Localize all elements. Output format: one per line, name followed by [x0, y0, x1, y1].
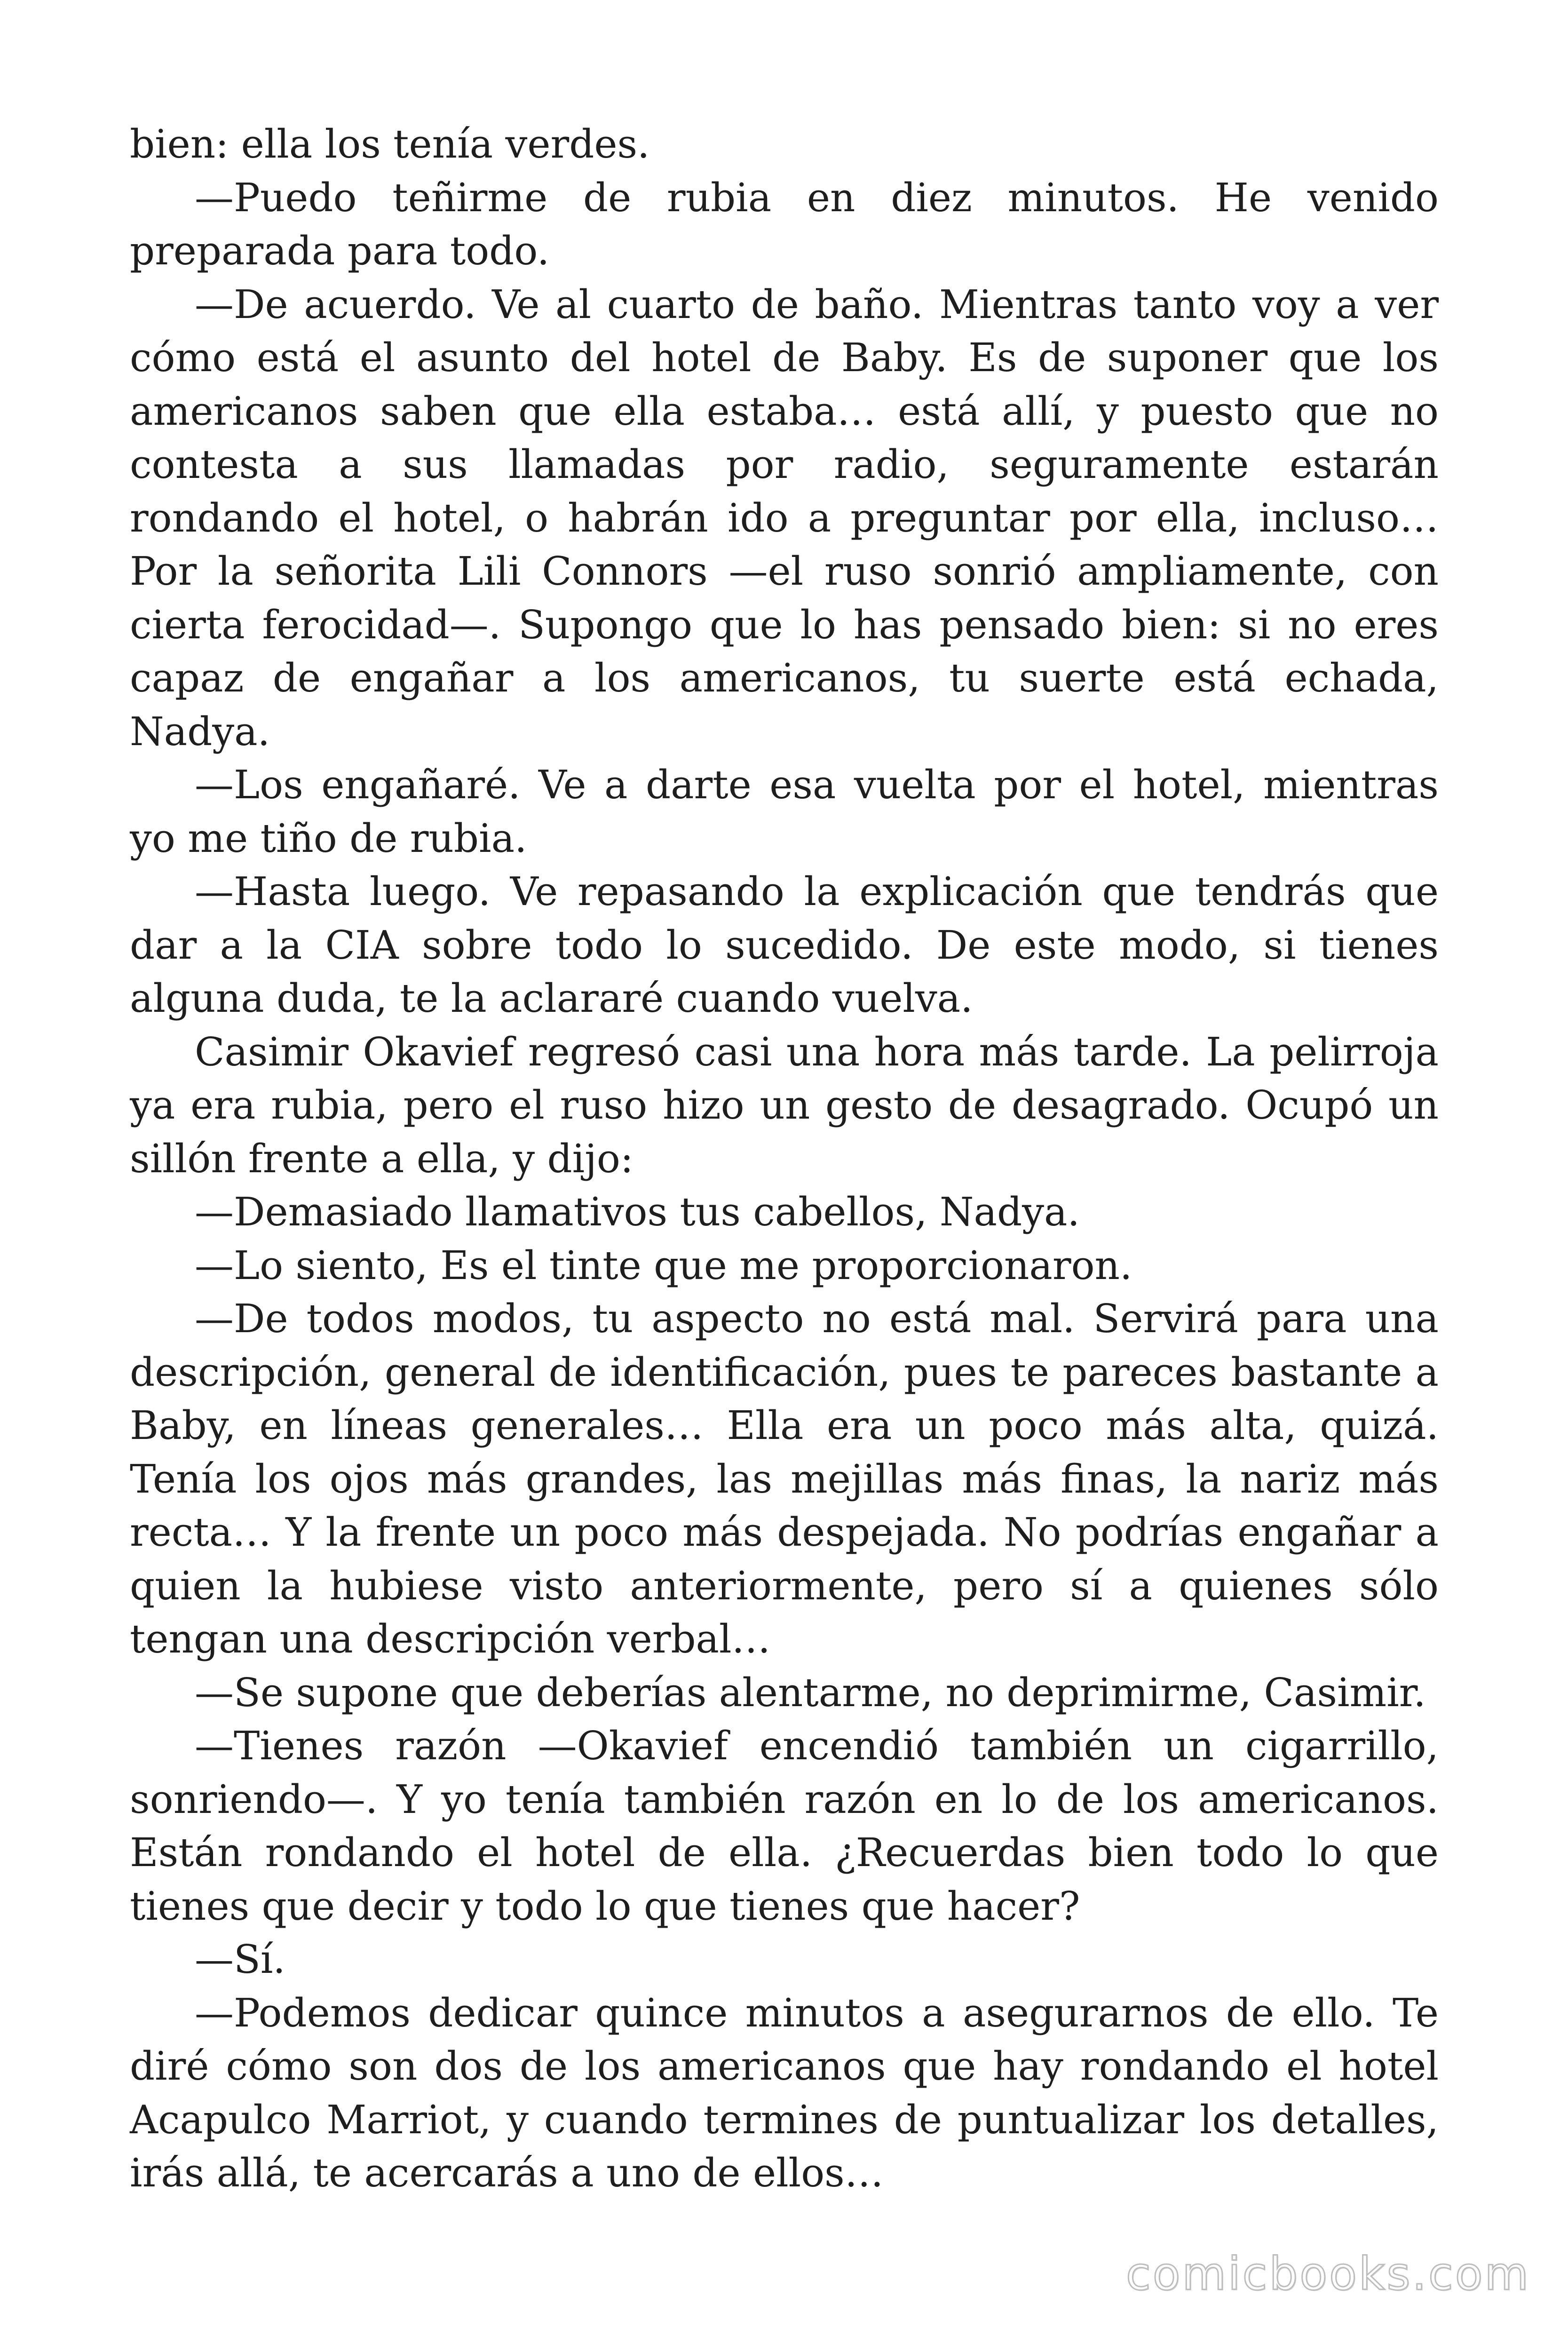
paragraph: —Podemos dedicar quince minutos a asegurarnos de ello. Te diré cómo son dos de los americanos que hay rondando el hotel Acapulco Marriot, y cuando termines de puntualizar los detalles, irás allá, te acercarás a uno de ellos… [130, 1990, 1439, 2196]
page-body [130, 118, 1439, 2200]
paragraph: —Tienes razón —Okavief encendió también un cigarrillo, sonriendo—. Y yo tenía también razón en lo de los americanos. Están rondando el hotel de ella. ¿Recuerdas bien todo lo que tienes que decir y todo lo que tienes que hacer? [130, 1723, 1439, 1929]
paragraph: —De todos modos, tu aspecto no está mal. Servirá para una descripción, general de identificación, pues te pareces bastante a Baby, en líneas generales… Ella era un poco más alta, quizá. Tenía los ojos más grandes, las mejillas más finas, la nariz más recta… Y la frente un poco más despejada. No podrías engañar a quien la hubiese visto anteriormente, pero sí a quienes sólo tengan una descripción verbal… [130, 1296, 1439, 1662]
paragraph: —Los engañaré. Ve a darte esa vuelta por el hotel, mientras yo me tiño de rubia. [130, 762, 1439, 861]
paragraph: —De acuerdo. Ve al cuarto de baño. Mientras tanto voy a ver cómo está el asunto del hotel de Baby. Es de suponer que los americanos saben que ella estaba… está allí, y puesto que no contesta a sus llamadas por radio, seguramente estarán rondando el hotel, o habrán ido a preguntar por ella, incluso… Por la señorita Lili Connors —el ruso sonrió ampliamente, con cierta ferocidad—. Supongo que lo has pensado bien: si no eres capaz de engañar a los americanos, tu suerte está echada, Nadya. [130, 281, 1439, 755]
paragraph: —Puedo teñirme de rubia en diez minutos. He venido preparada para todo. [130, 175, 1439, 274]
paragraph: —Demasiado llamativos tus cabellos, Nadya. [195, 1189, 1080, 1235]
paragraph: Casimir Okavief regresó casi una hora más tarde. La pelirroja ya era rubia, pero el ruso hizo un gesto de desagrado. Ocupó un sillón frente a ella, y dijo: [130, 1029, 1439, 1182]
paragraph: —Se supone que deberías alentarme, no deprimirme, Casimir. [195, 1669, 1426, 1716]
paragraph: —Lo siento, Es el tinte que me proporcionaron. [195, 1242, 1132, 1288]
paragraph: —Sí. [195, 1937, 285, 1982]
paragraph-continuation: bien: ella los tenía verdes. [130, 121, 650, 167]
paragraph: —Hasta luego. Ve repasando la explicación que tendrás que dar a la CIA sobre todo lo sucedido. De este modo, si tienes alguna duda, te la aclararé cuando vuelva. [130, 869, 1439, 1021]
watermark-text: comicbooks.com [1125, 2248, 1530, 2300]
